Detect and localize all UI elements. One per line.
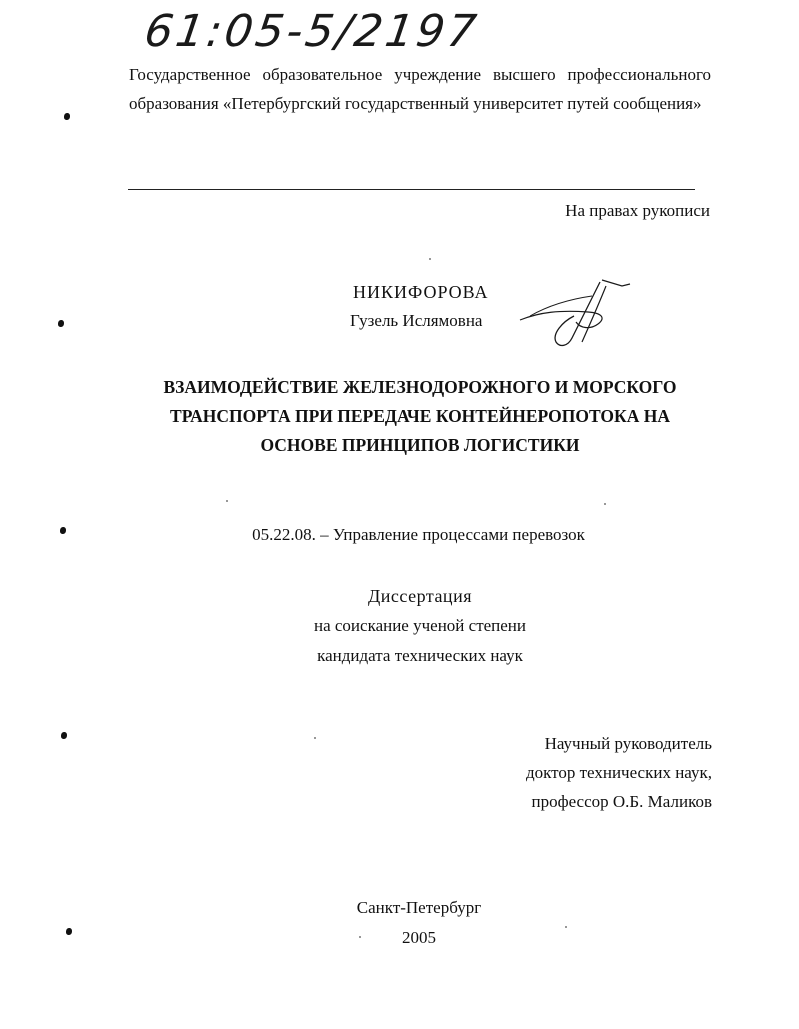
- dissertation-degree-field: кандидата технических наук: [317, 646, 523, 665]
- scan-mark: [64, 113, 70, 120]
- dissertation-degree-line: на соискание ученой степени: [313, 616, 527, 635]
- author-surname: НИКИФОРОВА: [353, 282, 489, 302]
- scan-mark: [61, 732, 67, 739]
- title-line: ОСНОВЕ ПРИНЦИПОВ ЛОГИСТИКИ: [260, 435, 580, 455]
- signature-image: [510, 272, 640, 352]
- scan-speck: [226, 500, 228, 502]
- author-given-name: Гузель Ислямовна: [350, 311, 483, 330]
- title-line: ТРАНСПОРТА ПРИ ПЕРЕДАЧЕ КОНТЕЙНЕРОПОТОКА НА: [170, 406, 670, 426]
- footer-year: 2005: [402, 928, 436, 947]
- specialty-code: 05.22.08. – Управление процессами перевозок: [252, 525, 585, 544]
- institution-name: Государственное образовательное учреждение высшего профессионального образования «Петербургский государственный университет путей сообщения»: [129, 65, 711, 113]
- dissertation-heading: Диссертация: [368, 586, 472, 606]
- title-line: ВЗАИМОДЕЙСТВИЕ ЖЕЛЕЗНОДОРОЖНОГО И МОРСКОГО: [163, 377, 677, 397]
- supervisor-role: Научный руководитель: [544, 734, 712, 753]
- supervisor-degree: доктор технических наук,: [525, 763, 712, 782]
- scan-mark: [58, 320, 64, 327]
- dissertation-info: [220, 581, 620, 671]
- dissertation-title: [120, 373, 720, 460]
- scan-speck: [429, 258, 431, 260]
- scan-speck: [314, 737, 316, 739]
- footer-block: [219, 893, 619, 953]
- scan-mark: [60, 527, 66, 534]
- scan-speck: [359, 936, 361, 938]
- scan-speck: [565, 926, 567, 928]
- scan-mark: [66, 928, 72, 935]
- supervisor-name: профессор О.Б. Маликов: [531, 792, 712, 811]
- supervisor-block: [526, 729, 712, 816]
- divider-line: [128, 189, 695, 190]
- manuscript-rights: На правах рукописи: [565, 201, 710, 220]
- archive-number: 61:05-5/2197: [141, 6, 483, 57]
- footer-city: Санкт-Петербург: [356, 898, 482, 917]
- scan-speck: [604, 503, 606, 505]
